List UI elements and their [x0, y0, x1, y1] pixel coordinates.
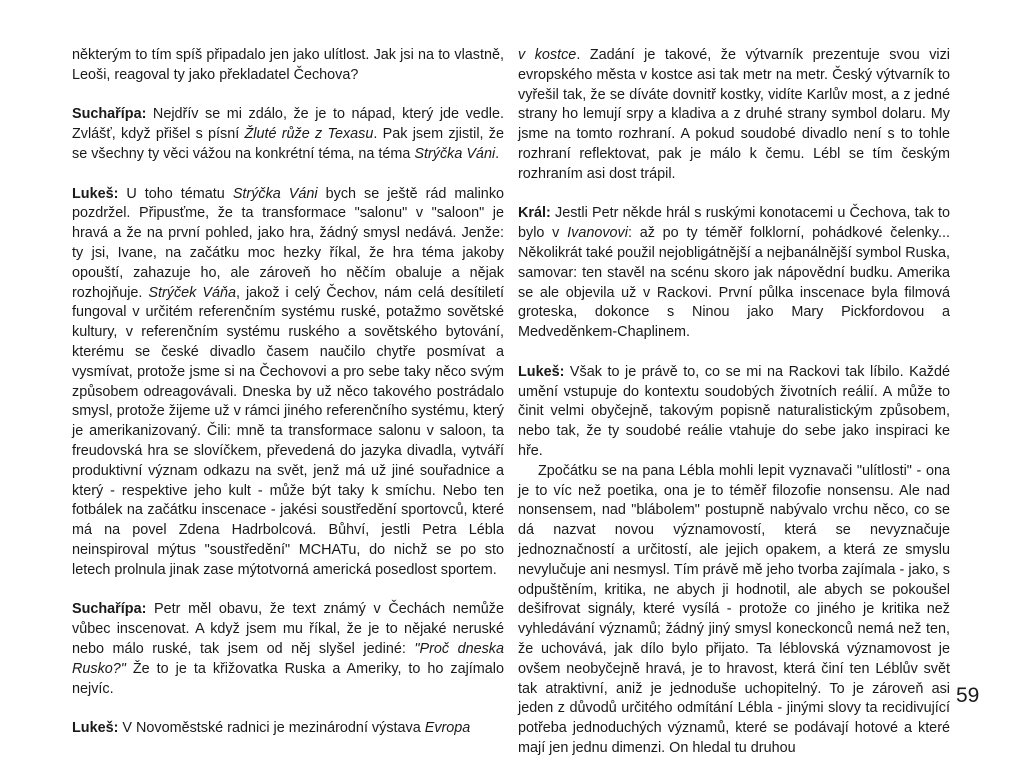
left-column [72, 46, 504, 759]
italic-text: Žluté růže z Texasu [244, 126, 374, 143]
paragraph [72, 185, 504, 581]
text-run: Zpočátku se na pana Lébla mohli lepit vyznavači "ulítlosti" - ona je to víc než poetika, ona je to téměř filozofie nonsensu. Ale nad nonsensem, nad "blábolem" postupně nabývalo vrchu něco, co se dá nazvat novou významovostí, která se nevyznačuje jednoznačností a určitostí, ale jejich opakem, a která ze smyslu nevylučuje ani nesmysl. Tím právě mě jeho tvorba zajímala - jako, s odpuštěním, kritika, ne abych ji hodnotil, ale abych se pokoušel dešifrovat signály, které vysílá - protože co jiného je kritika než vyhledávání významů; žádný jiný smysl koneckonců nemá než ten, že uchovává, jak dílo bylo přijato. Ta léblovská významovost je ovšem neobyčejně hravá, je to hravost, která činí ten Léblův svět tak atraktivní, aniž je jednoduše uchopitelný. To je zároveň asi jeden z důvodů určitého odmítání Lébla - jinými slovy ta recidivující potřeba jednoduchých významů, které se podávají hotové a které mají jen jednu dimenzi. On hledal tu druhou [518, 462, 950, 756]
paragraph [518, 46, 950, 185]
paragraph [518, 462, 950, 759]
italic-text: Evropa [424, 720, 471, 737]
page-number: 59 [956, 684, 980, 707]
text-run: V Novoměstské radnici je mezinárodní výstava [118, 720, 425, 737]
text-run: . Pak jsem zjistil, že se všechny ty věci vážou na konkrétní téma, na téma [72, 126, 505, 162]
italic-text: v kostce [518, 47, 577, 63]
text-run: : až po ty téměř folklorní, pohádkové čelenky... Několikrát také použil nejobligátnější a nejbanálnější symbol Ruska, samovar: ten stavěl na scénu skoro jak nápovědní budku. Amerika se ale objevila už v Rackovi. První půlka inscenace byla filmová groteska, dokonce s Ninou jako Mary Pickfordovou a Medveděnkem-Chaplinem. [518, 225, 950, 341]
text-run: Jestli Petr někde hrál s ruskými konotacemi u Čechova, tak to bylo v [518, 205, 950, 242]
text-run: . [495, 145, 500, 162]
text-run: . Zadání je takové, že výtvarník prezentuje svou vizi evropského města v kostce asi tak metr na metr. Český výtvarník to vyřešil tak, že se díváte dovnitř kostky, vidíte Karlův most, a z jedné strany ho lemují srpy a kladiva a z druhé strany symbol dolaru. My jsme na tomto rozhraní. A pokud soudobé divadlo není s to tohle rozhraní reflektovat, pak je málo k čemu. Lébl se tím českým rozhraním asi dost trápil. [518, 47, 950, 182]
text-run: některým to tím spíš připadalo jen jako ulítlost. Jak jsi na to vlastně, Leoši, reagoval ty jako překladatel Čechova? [72, 47, 504, 83]
speaker-name: Král: [518, 205, 551, 222]
text-run: Nejdřív se mi zdálo, že je to nápad, který jde vedle. Zvlášť, když přišel s písní [72, 106, 504, 143]
speaker-name: Lukeš: [518, 363, 565, 380]
right-column [518, 46, 950, 778]
text-run: Že to je ta křižovatka Ruska a Ameriky, to ho zajímalo nejvíc. [72, 660, 504, 697]
paragraph [72, 46, 504, 86]
text-run: Petr měl obavu, že text známý v Čechách nemůže vůbec inscenovat. A když jsem mu říkal, že je to nějaké neruské nebo málo ruské, tak jsem od něj slyšel jediné: [72, 601, 504, 657]
speaker-name: Suchařípa: [72, 601, 147, 618]
speaker-name: Lukeš: [72, 720, 119, 737]
paragraph [518, 363, 950, 462]
text-run: U toho tématu [118, 185, 233, 202]
speaker-name: Lukeš: [72, 185, 119, 202]
speaker-name: Suchařípa: [72, 106, 147, 123]
paragraph [72, 105, 504, 164]
italic-text: Strýčka Váni [414, 145, 496, 162]
italic-text: Ivanovovi [567, 225, 628, 242]
italic-text: Strýčka Váni [232, 185, 318, 202]
italic-text: "Proč dneska Rusko?" [72, 640, 504, 677]
text-run: , jakož i celý Čechov, nám celá desítiletí fungoval v určitém referenčním systému ruské, potažmo sovětské kultury, v referenčním systému ruského a sovětského bytování, kterému se české divadlo časem naučilo chytře posmívat a vysmívat, protože jsme si na Čechovovi a pro sebe taky něco svým způsobem odreagovávali. Dneska by už něco takového postrádalo smysl, protože žijeme už v rámci jiného referenčního systému, který je amerikanizovaný. Čili: mně ta transformace salonu v saloon, ta freudovská hra se slovíčkem, převedená do jazyka divadla, vytváří produktivní význam odkazu na svět, jenž má už jiné souřadnice a který - respektive jeho kult - může být taky k smíchu. Nebo ten fotbálek na začátku inscenace - jakési soustředění sportovců, které má na povel Zdena Hadrbolcová. Bůhví, jestli Petra Lébla neinspiroval mýtus "soustředění" MCHATu, do nichž se po sto letech prolnula jinak zase mýtotvorná americká posedlost sportem. [72, 284, 504, 578]
paragraph [72, 719, 504, 739]
paragraph [518, 204, 950, 343]
paragraph [72, 600, 504, 699]
italic-text: Strýček Váňa [148, 284, 236, 301]
text-run: Však to je právě to, co se mi na Rackovi tak líbilo. Každé umění vstupuje do kontextu soudobých životních reálií. A může to činit velmi obyčejně, takovým popisně naturalistickým způsobem, nebo tak, že ty soudobé reálie vtahuje do sebe jako inspiraci ke hře. [518, 363, 950, 459]
text-run: bych se ještě rád malinko pozdržel. Připusťme, že ta transformace "salonu" v "saloon" je hravá a že na první pohled, jako hra, žádný smysl nedává. Jenže: ty jsi, Ivane, na začátku moc hezky říkal, že hra téma jakoby opouští, zahazuje ho, ale zároveň ho něčím obaluje a nějak rozhojňuje. [72, 185, 505, 301]
